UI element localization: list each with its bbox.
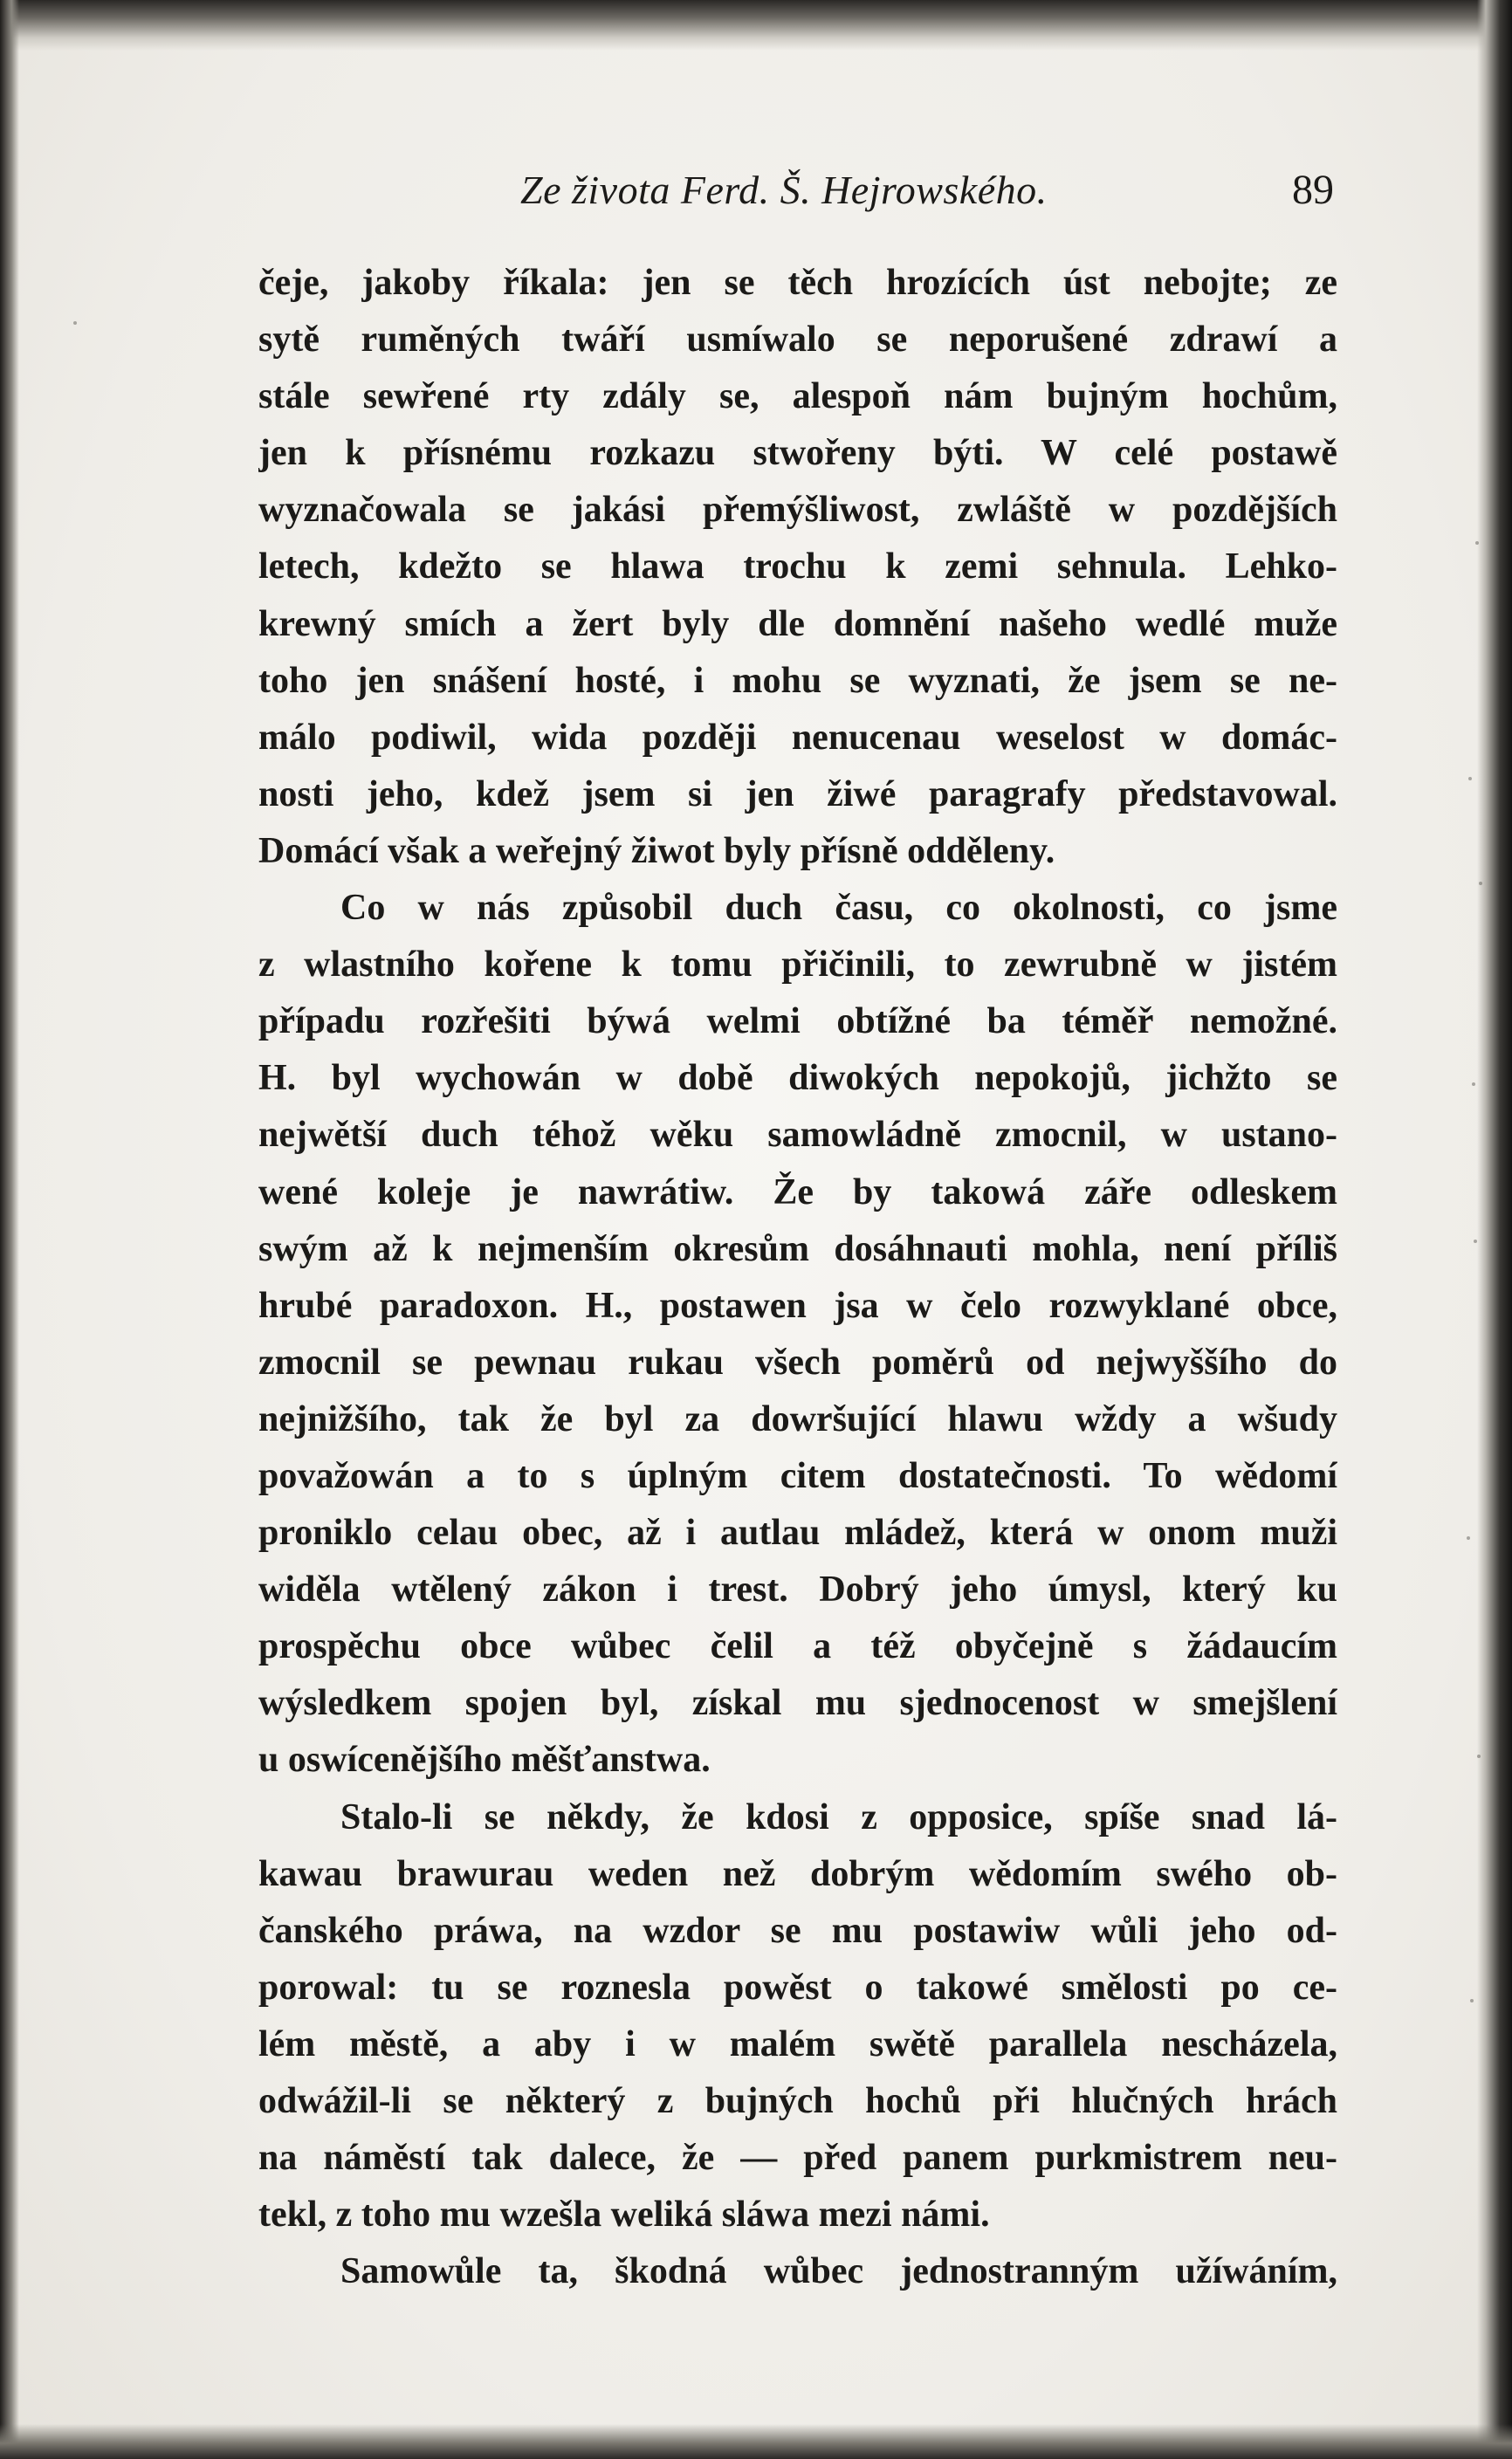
text-line: sytě ruměných twáří usmíwalo se neporušené zdrawí a bbox=[258, 319, 1337, 361]
text-line: čeje, jakoby říkala: jen se těch hrozících úst nebojte; ze bbox=[258, 263, 1337, 303]
text-line: lém městě, a aby i w malém swětě parallela nescházela, bbox=[258, 2023, 1337, 2064]
page-header bbox=[258, 164, 1334, 216]
text-line: H. byl wychowán w době diwokých nepokojů, jichžto se bbox=[258, 1058, 1337, 1099]
text-line: tekl, z toho mu wzešla weliká sláwa mezi námi. bbox=[258, 2195, 990, 2236]
body-text bbox=[258, 255, 1337, 2300]
text-line: wýsledkem spojen byl, získal mu sjednocenost w smejšlení bbox=[258, 1683, 1337, 1724]
text-line: krewný smích a žert byly dle domnění našeho wedlé muže bbox=[258, 603, 1337, 644]
text-line: toho jen snášení hosté, i mohu se wyznati, že jsem se ne- bbox=[258, 660, 1337, 701]
page-number: 89 bbox=[1292, 167, 1334, 213]
scan-edge-bottom bbox=[0, 2424, 1512, 2459]
scan-speck bbox=[1472, 1082, 1475, 1086]
scan-speck bbox=[1479, 882, 1482, 885]
text-line: z wlastního kořene k tomu přičinili, to zewrubně w jistém bbox=[258, 944, 1337, 986]
scan-edge-top bbox=[0, 0, 1512, 51]
text-line: Co w nás způsobil duch času, co okolnosti, co jsme bbox=[340, 888, 1337, 929]
text-line: widěla wtělený zákon i trest. Dobrý jeho úmysl, který ku bbox=[258, 1570, 1337, 1611]
text-line: na náměstí tak dalece, že — před panem purkmistrem neu- bbox=[258, 2138, 1337, 2179]
text-line: porowal: tu se roznesla powěst o takowé smělosti po ce- bbox=[258, 1967, 1337, 2008]
text-line: případu rozřešiti býwá welmi obtížné ba téměř nemožné. bbox=[258, 1001, 1337, 1042]
text-line: považowán a to s úplným citem dostatečnosti. To wědomí bbox=[258, 1455, 1337, 1496]
text-line: nejnižšího, tak že byl za dowršující hlawu wždy a wšudy bbox=[258, 1398, 1337, 1439]
text-line: Samowůle ta, škodná wůbec jednostranným užíwáním, bbox=[340, 2251, 1337, 2292]
text-line: swým až k nejmenším okresům dosáhnauti mohla, není příliš bbox=[258, 1228, 1337, 1269]
text-line: Domácí však a weřejný žiwot byly přísně odděleny. bbox=[258, 830, 1055, 871]
scan-speck bbox=[73, 321, 77, 325]
text-line: čanského práwa, na wzdor se mu postawiw wůli jeho od- bbox=[258, 1910, 1337, 1951]
scan-speck bbox=[1467, 1536, 1470, 1540]
text-line: hrubé paradoxon. H., postawen jsa w čelo rozwyklané obce, bbox=[258, 1285, 1337, 1326]
scan-speck bbox=[1477, 1755, 1481, 1758]
text-line: zmocnil se pewnau rukau všech poměrů od nejwyššího do bbox=[258, 1342, 1337, 1383]
text-line: wené koleje je nawrátiw. Že by takowá záře odleskem bbox=[258, 1171, 1337, 1212]
text-line: prospěchu obce wůbec čelil a též obyčejně s žádaucím bbox=[258, 1626, 1337, 1667]
scan-speck bbox=[1474, 1240, 1477, 1243]
text-line: jen k přísnému rozkazu stwořeny býti. W celé postawě bbox=[258, 433, 1337, 474]
scan-edge-right bbox=[1477, 0, 1512, 2459]
text-line: proniklo celau obec, až i autlau mládež, která w onom muži bbox=[258, 1513, 1337, 1554]
scan-speck bbox=[1468, 777, 1472, 780]
text-line: u oswícenějšího měšťanstwa. bbox=[258, 1740, 711, 1781]
text-line: Stalo-li se někdy, že kdosi z opposice, spíše snad lá- bbox=[340, 1796, 1337, 1837]
running-title: Ze života Ferd. Š. Hejrowského. bbox=[520, 168, 1048, 212]
text-line: wyznačowala se jakási přemýšliwost, zwláště w pozdějších bbox=[258, 490, 1337, 531]
text-line: nosti jeho, kdež jsem si jen žiwé paragrafy představowal. bbox=[258, 773, 1337, 814]
text-line: letech, kdežto se hlawa trochu k zemi sehnula. Lehko- bbox=[258, 546, 1337, 587]
text-line: málo podiwil, wida později nenucenau weselost w domác- bbox=[258, 717, 1337, 758]
scan-speck bbox=[1470, 1999, 1474, 2002]
text-line: stále sewřené rty zdály se, alespoň nám bujným hochům, bbox=[258, 376, 1337, 417]
text-line: kawau brawurau weden než dobrým wědomím swého ob- bbox=[258, 1853, 1337, 1894]
text-line: nejwětší duch téhož wěku samowládně zmocnil, w ustano- bbox=[258, 1115, 1337, 1156]
scan-speck bbox=[1475, 541, 1479, 545]
scan-edge-left bbox=[0, 0, 19, 2459]
text-line: odwážil-li se některý z bujných hochů při hlučných hrách bbox=[258, 2081, 1337, 2121]
